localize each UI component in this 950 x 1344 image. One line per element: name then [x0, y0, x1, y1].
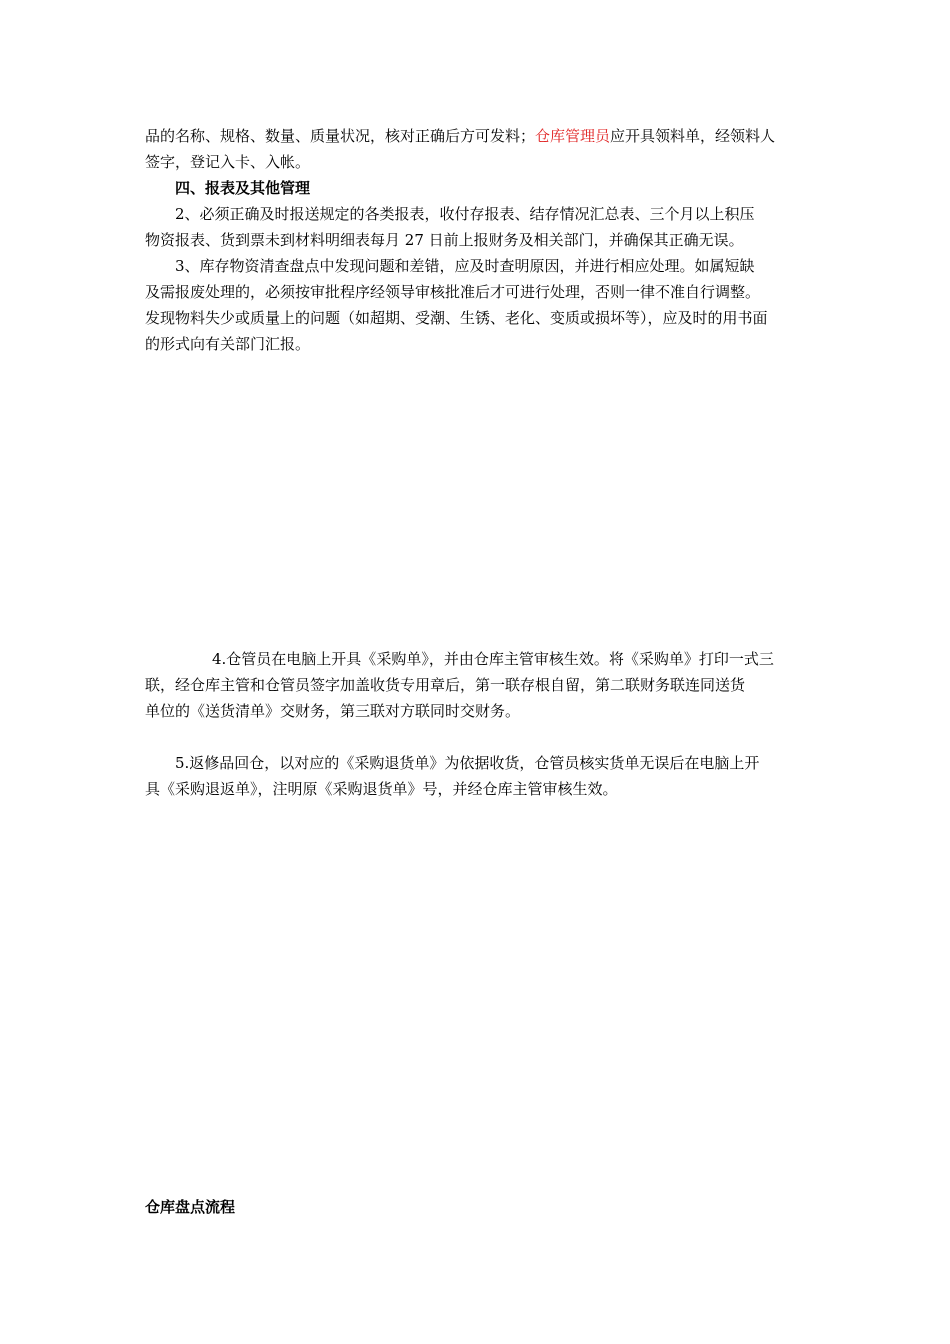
paragraph-line: 5.返修品回仓，以对应的《采购退货单》为依据收货，仓管员核实货单无误后在电脑上开 [175, 754, 760, 772]
paragraph-line: 的形式向有关部门汇报。 [145, 335, 311, 353]
paragraph-spacer [145, 724, 815, 750]
paragraph-line: 3、库存物资清查盘点中发现问题和差错，应及时查明原因，并进行相应处理。如属短缺 [175, 257, 755, 275]
paragraph-line: 及需报废处理的，必须按审批程序经领导审核批准后才可进行处理，否则一律不准自行调整。 [145, 283, 761, 301]
section-stocktake [145, 1194, 815, 1220]
paragraph-line: 联，经仓库主管和仓管员签字加盖收货专用章后，第一联存根自留，第二联财务联连同送货 [145, 676, 746, 694]
paragraph-line: 单位的《送货清单》交财务，第三联对方联同时交财务。 [145, 702, 521, 720]
paragraph-line: 品的名称、规格、数量、质量状况，核对正确后方可发料；仓库管理员应开具领料单，经领料人 [145, 127, 776, 145]
section-inventory-rules [145, 123, 815, 357]
paragraph-line: 发现物料失少或质量上的问题（如超期、受潮、生锈、老化、变质或损坏等），应及时的用书面 [145, 309, 768, 327]
section-heading: 仓库盘点流程 [145, 1198, 236, 1216]
paragraph-line: 物资报表、货到票未到材料明细表每月 27 日前上报财务及相关部门，并确保其正确无误。 [145, 231, 744, 249]
section-purchase-procedure [145, 646, 815, 802]
highlighted-term: 仓库管理员 [535, 127, 611, 145]
section-heading: 四、报表及其他管理 [175, 179, 311, 197]
paragraph-line: 签字，登记入卡、入帐。 [145, 153, 311, 171]
paragraph-line: 具《采购退返单》，注明原《采购退货单》号，并经仓库主管审核生效。 [145, 780, 618, 798]
paragraph-line: 4.仓管员在电脑上开具《采购单》，并由仓库主管审核生效。将《采购单》打印一式三 [212, 650, 774, 668]
paragraph-line: 2、必须正确及时报送规定的各类报表，收付存报表、结存情况汇总表、三个月以上积压 [175, 205, 755, 223]
